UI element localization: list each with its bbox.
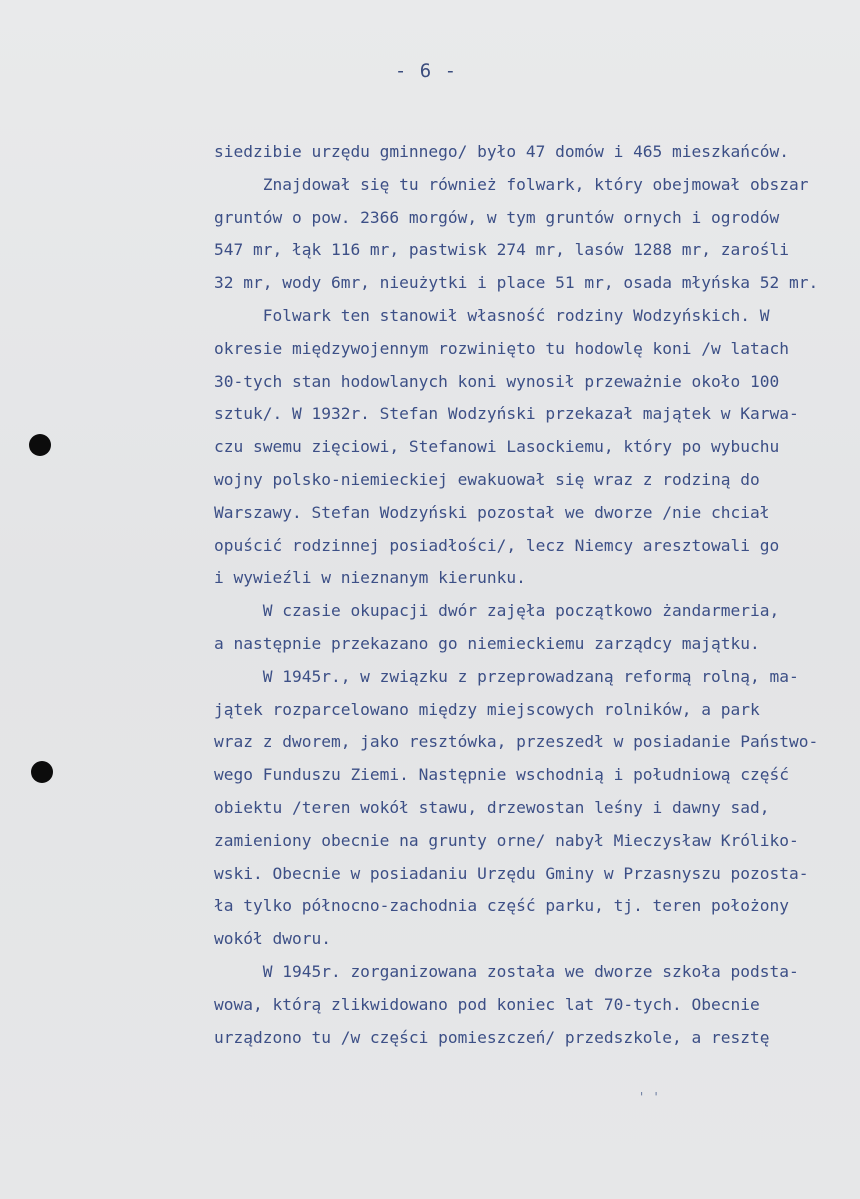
text-line: jątek rozparcelowano między miejscowych rolników, a park [214,699,760,719]
text-line: siedzibie urzędu gminnego/ było 47 domów i 465 mieszkańców. [214,142,789,161]
text-line: Znajdował się tu również folwark, który obejmował obszar [214,174,809,194]
text-line: ła tylko północno-zachodnia część parku, tj. teren położony [214,896,789,916]
text-line: W 1945r. zorganizowana została we dworze szkoła podsta- [214,961,799,981]
text-line: W 1945r., w związku z przeprowadzaną reformą rolną, ma- [214,666,799,686]
text-line: okresie międzywojennym rozwinięto tu hodowlę koni /w latach [214,338,789,358]
text-line: Folwark ten stanowił własność rodziny Wodzyńskich. W [214,305,770,325]
text-line: opuścić rodzinnej posiadłości/, lecz Niemcy aresztowali go [214,535,780,555]
text-line: wowa, którą zlikwidowano pod koniec lat 70-tych. Obecnie [214,994,760,1014]
body-text [214,136,860,1054]
text-line: wojny polsko-niemieckiej ewakuował się wraz z rodziną do [214,469,760,489]
text-line: sztuk/. W 1932r. Stefan Wodzyński przekazał majątek w Karwa- [214,404,799,424]
text-line: 547 mr, łąk 116 mr, pastwisk 274 mr, lasów 1288 mr, zarośli [214,240,789,260]
text-line: wokół dworu. [214,929,331,949]
text-line: i wywieźli w nieznanym kierunku. [214,568,526,588]
text-line: urządzono tu /w części pomieszczeń/ przedszkole, a resztę [214,1027,770,1047]
text-line: obiektu /teren wokół stawu, drzewostan leśny i dawny sad, [214,797,770,817]
text-line: wraz z dworem, jako resztówka, przeszedł w posiadanie Państwo- [214,732,819,752]
page-number: - 6 - [394,60,458,82]
punch-hole-top [29,434,51,456]
text-line: wego Funduszu Ziemi. Następnie wschodnią i południową część [214,765,789,785]
stray-mark: ' ' [638,1090,660,1104]
text-line: 32 mr, wody 6mr, nieużytki i place 51 mr, osada młyńska 52 mr. [214,273,819,293]
text-line: 30-tych stan hodowlanych koni wynosił przeważnie około 100 [214,371,780,391]
text-line: Warszawy. Stefan Wodzyński pozostał we dworze /nie chciał [214,502,770,522]
text-line: czu swemu zięciowi, Stefanowi Lasockiemu, który po wybuchu [214,437,780,457]
text-line: zamieniony obecnie na grunty orne/ nabył Mieczysław Króliko- [214,830,799,850]
text-line: wski. Obecnie w posiadaniu Urzędu Gminy w Przasnyszu pozosta- [214,863,809,883]
text-line: gruntów o pow. 2366 morgów, w tym gruntów ornych i ogrodów [214,207,780,227]
punch-hole-bottom [31,761,53,783]
text-line: a następnie przekazano go niemieckiemu zarządcy majątku. [214,633,760,653]
text-line: W czasie okupacji dwór zajęła początkowo żandarmeria, [214,601,780,621]
